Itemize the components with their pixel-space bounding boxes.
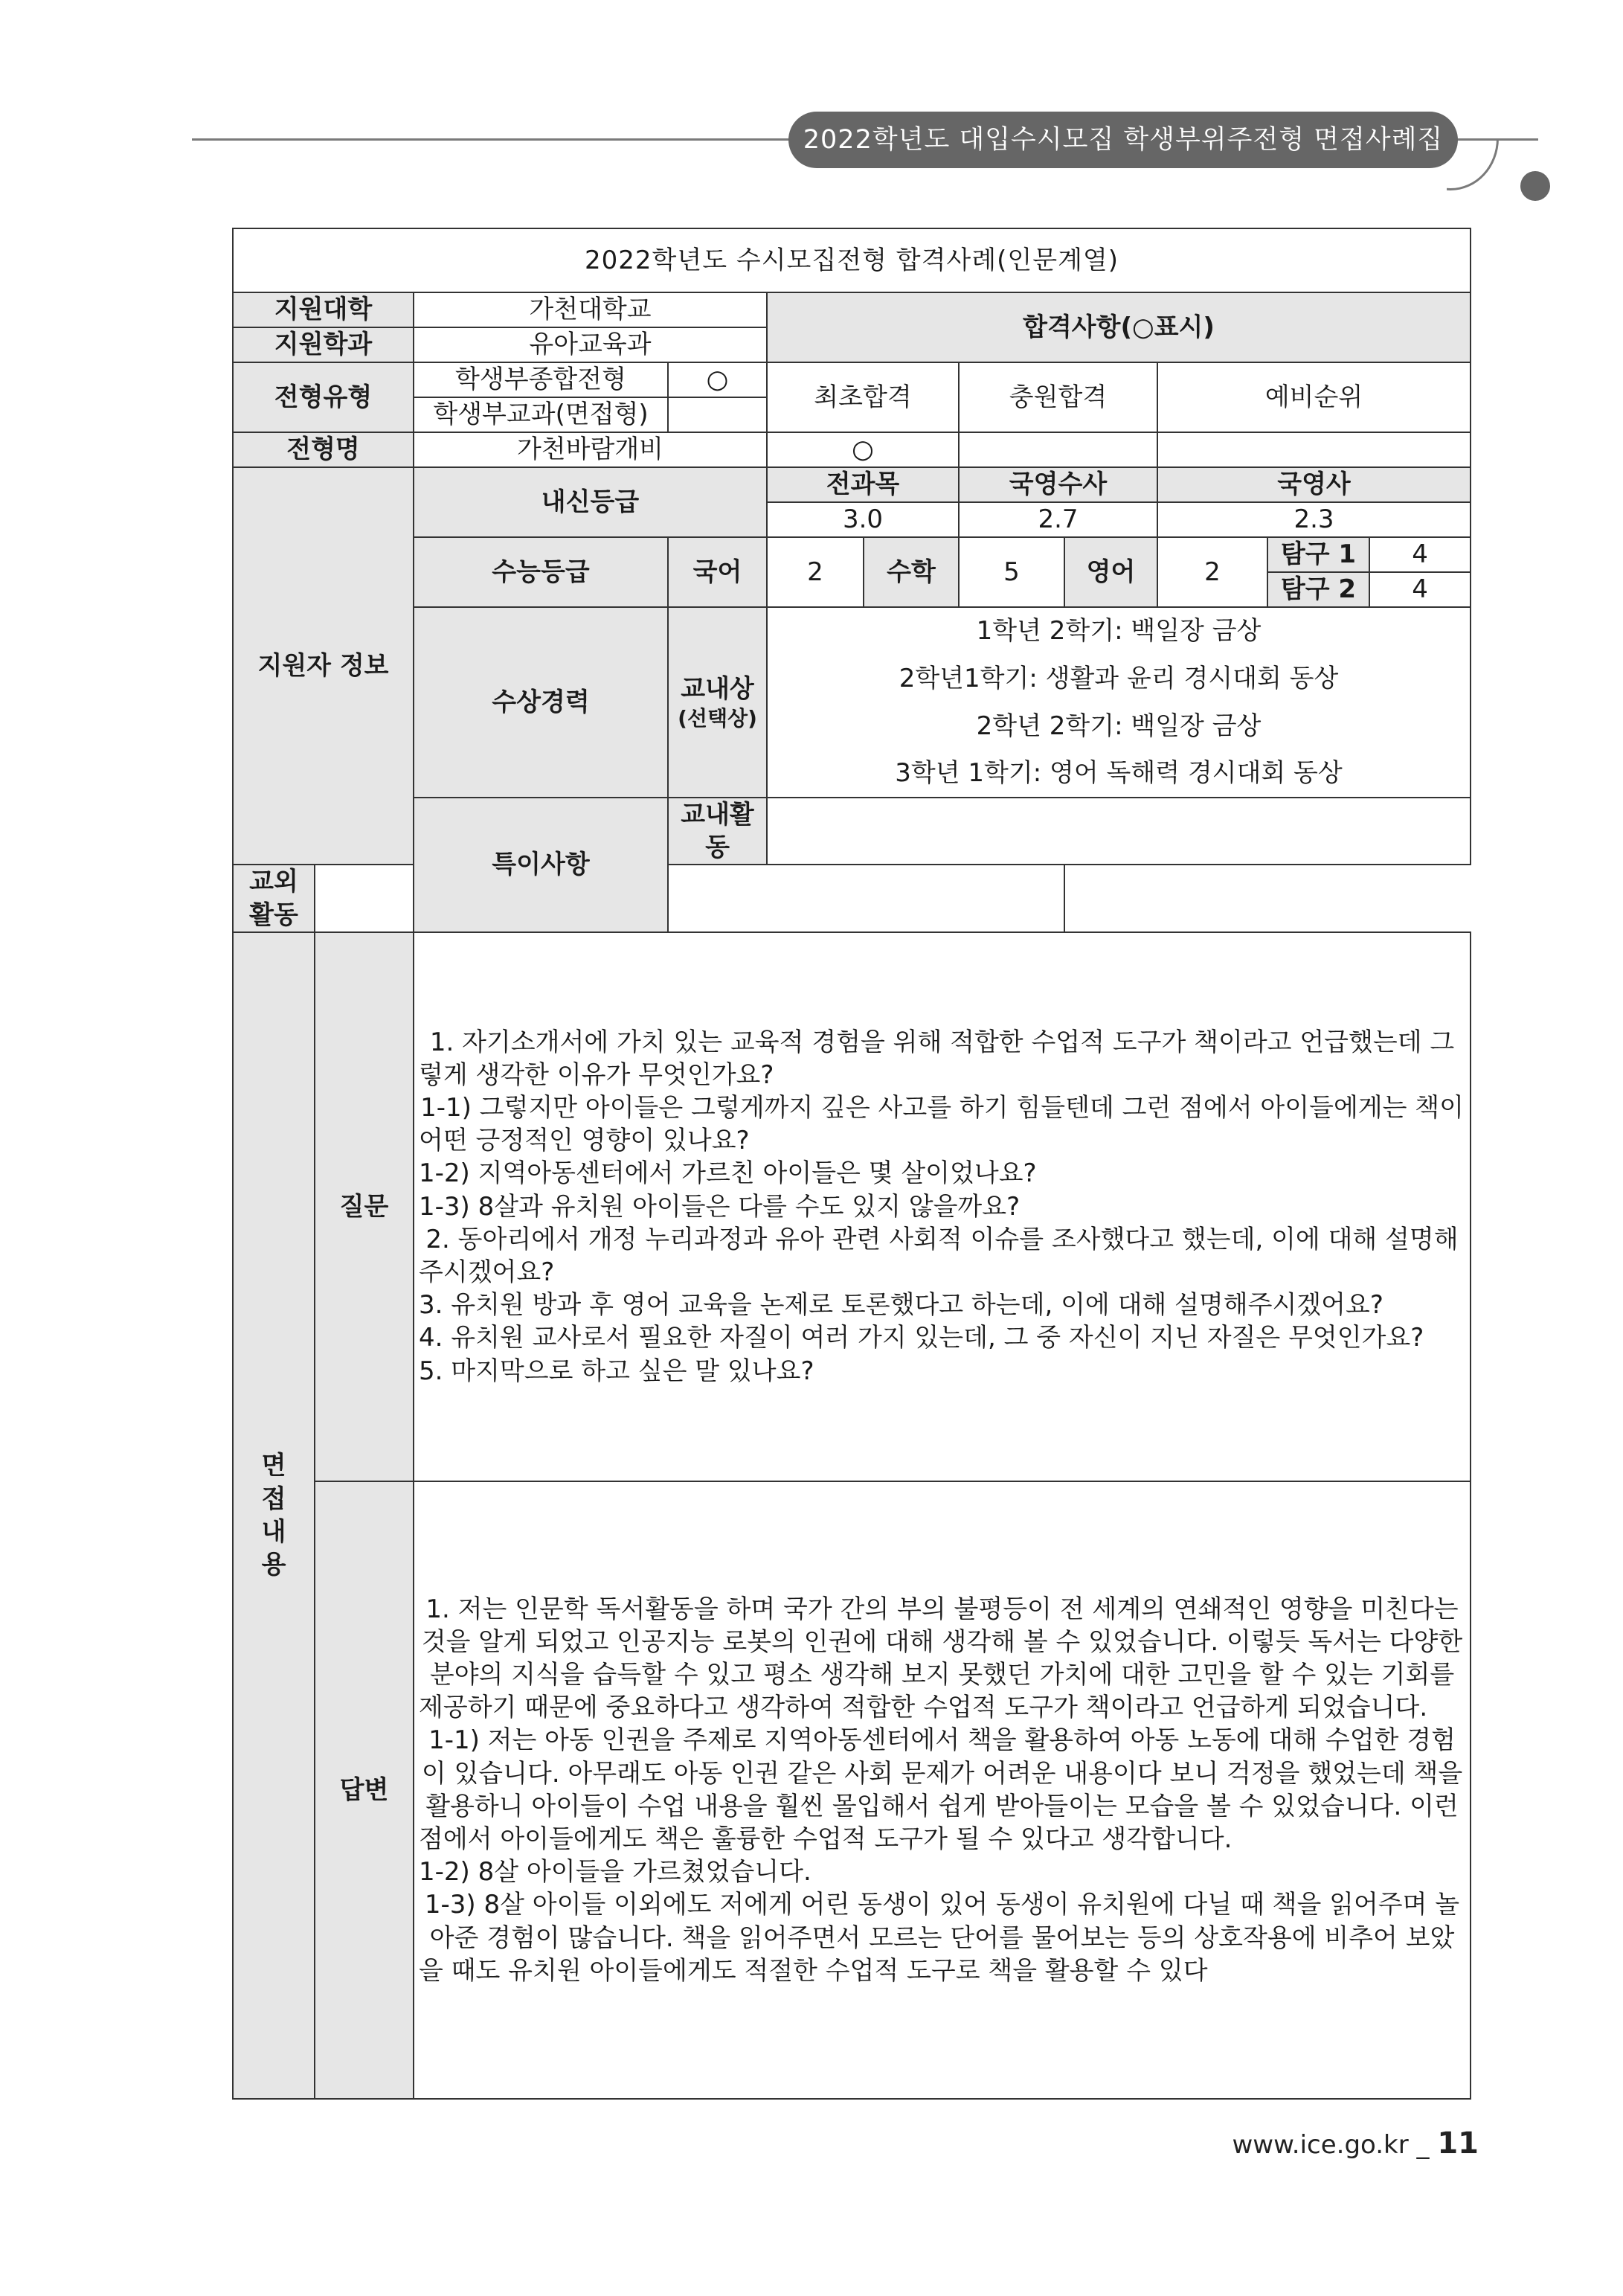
department-label: 지원학과 [233,327,414,362]
gpa-value-kes: 2.3 [1157,502,1471,537]
admission-type-2-mark [668,397,767,432]
answer-item: 1-3) 8살 아이들 이외에도 저에게 어린 동생이 있어 동생이 유치원에 다닐 때 책을 읽어주며 놀아준 경험이 많습니다. 책을 읽어주면서 모르는 단어를 물어보는 등의 상호작용에 비추어 보았을 때도 유치원 아이들에게도 적절한 수업적 도구로 책을 활용할 수 있다 [419,1890,1460,1986]
in-school-label: 교내활동 [668,798,767,865]
award-2: 2학년1학기: 생활과 윤리 경시대회 동상 [767,655,1471,702]
footer-site: www.ice.go.kr _ [1232,2130,1438,2160]
result-header: 합격사항(○표시) [767,292,1471,362]
result-option-2: 충원합격 [959,362,1157,432]
gpa-header-all: 전과목 [767,467,959,502]
department-value: 유아교육과 [414,327,767,362]
question-item: 3. 유치원 방과 후 영어 교육을 논제로 토론했다고 하는데, 이에 대해 설명해주시겠어요? [419,1290,1383,1321]
question-item: 5. 마지막으로 하고 싶은 말 있나요? [419,1356,814,1386]
csat-english-value: 2 [1157,537,1267,607]
question-item: 1. 자기소개서에 가치 있는 교육적 경험을 위해 적합한 수업적 도구가 책이라고 언급했는데 그렇게 생각한 이유가 무엇인가요? [419,1027,1455,1090]
csat-inquiry2-value: 4 [1369,572,1471,607]
question-item: 4. 유치원 교사로서 필요한 자질이 여러 가지 있는데, 그 중 자신이 지닌 자질은 무엇인가요? [419,1323,1424,1353]
university-value: 가천대학교 [414,292,767,327]
admission-case-table [232,228,1471,2100]
award-1: 1학년 2학기: 백일장 금상 [767,607,1471,655]
csat-inquiry2-label: 탐구 2 [1267,572,1369,607]
csat-inquiry1-label: 탐구 1 [1267,537,1369,572]
university-label: 지원대학 [233,292,414,327]
result-mark-2 [959,432,1157,467]
result-mark-3 [1157,432,1471,467]
answer-item: 1. 저는 인문학 독서활동을 하며 국가 간의 부의 불평등이 전 세계의 연쇄적인 영향을 미친다는 것을 알게 되었고 인공지능 로봇의 인권에 대해 생각해 볼 수 있었습니다. 이렇듯 독서는 다양한 분야의 지식을 습득할 수 있고 평소 생각해 보지 못했던 가치에 대한 고민을 할 수 있는 기회를 제공하기 때문에 중요하다고 생각하여 적합한 수업적 도구가 책이라고 언급하게 되었습니다. [419,1594,1463,1723]
question-item: 2. 동아리에서 개정 누리과정과 유아 관련 사회적 이슈를 조사했다고 했는데, 이에 대해 설명해주시겠어요? [419,1224,1459,1288]
csat-math-value: 5 [959,537,1064,607]
gpa-label: 내신등급 [414,467,767,537]
interview-label: 면접 내용 [233,932,315,2099]
page-number: 11 [1437,2126,1479,2161]
answer-item: 1-1) 저는 아동 인권을 주제로 지역아동센터에서 책을 활용하여 아동 노동에 대해 수업한 경험이 있습니다. 아무래도 아동 인권 같은 사회 문제가 어려운 내용이다 보니 걱정을 했었는데 책을 활용하니 아이들이 수업 내용을 훨씬 몰입해서 쉽게 받아들이는 모습을 볼 수 있었습니다. 이런 점에서 아이들에게도 책은 훌륭한 수업적 도구가 될 수 있다고 생각합니다. [419,1725,1463,1854]
applicant-info-label: 지원자 정보 [233,467,414,865]
question-item: 1-3) 8살과 유치원 아이들은 다를 수도 있지 않을까요? [419,1191,1021,1222]
out-school-value [315,865,1064,931]
csat-math-label: 수학 [864,537,959,607]
header-banner: 2022학년도 대입수시모집 학생부위주전형 면접사례집 [788,112,1458,168]
question-item: 1-1) 그렇지만 아이들은 그렇게까지 깊은 사고를 하기 힘들텐데 그런 점에서 아이들에게는 책이 어떤 긍정적인 영향이 있나요? [419,1093,1464,1156]
answer-item: 1-2) 8살 아이들을 가르쳤었습니다. [419,1857,812,1888]
csat-korean-value: 2 [767,537,864,607]
school-awards-label: 교내상 (선택상) [668,607,767,798]
out-school-label: 교외활동 [233,865,315,931]
admission-type-2: 학생부교과(면접형) [414,397,668,432]
question-label: 질문 [315,932,414,1481]
admission-type-1-mark: ○ [668,362,767,397]
answer-label: 답변 [315,1481,414,2099]
page-footer [1232,2126,1479,2161]
admission-type-1: 학생부종합전형 [414,362,668,397]
admission-type-label: 전형유형 [233,362,414,432]
header-dot [1520,171,1550,201]
csat-inquiry1-value: 4 [1369,537,1471,572]
result-option-3: 예비순위 [1157,362,1471,432]
question-list [414,932,1471,1481]
result-mark-1: ○ [767,432,959,467]
question-item: 1-2) 지역아동센터에서 가르친 아이들은 몇 살이었나요? [419,1158,1037,1189]
csat-korean-label: 국어 [668,537,767,607]
csat-english-label: 영어 [1064,537,1157,607]
awards-label: 수상경력 [414,607,668,798]
answer-list [414,1481,1471,2099]
admission-name-label: 전형명 [233,432,414,467]
gpa-value-all: 3.0 [767,502,959,537]
admission-name-value: 가천바람개비 [414,432,767,467]
result-option-1: 최초합격 [767,362,959,432]
award-4: 3학년 1학기: 영어 독해력 경시대회 동상 [767,750,1471,798]
gpa-header-kes: 국영사 [1157,467,1471,502]
gpa-value-kems: 2.7 [959,502,1157,537]
page-title: 2022학년도 수시모집전형 합격사례(인문계열) [233,228,1471,292]
csat-label: 수능등급 [414,537,668,607]
in-school-value [767,798,1471,865]
award-3: 2학년 2학기: 백일장 금상 [767,702,1471,750]
gpa-header-kems: 국영수사 [959,467,1157,502]
special-label: 특이사항 [414,798,668,932]
